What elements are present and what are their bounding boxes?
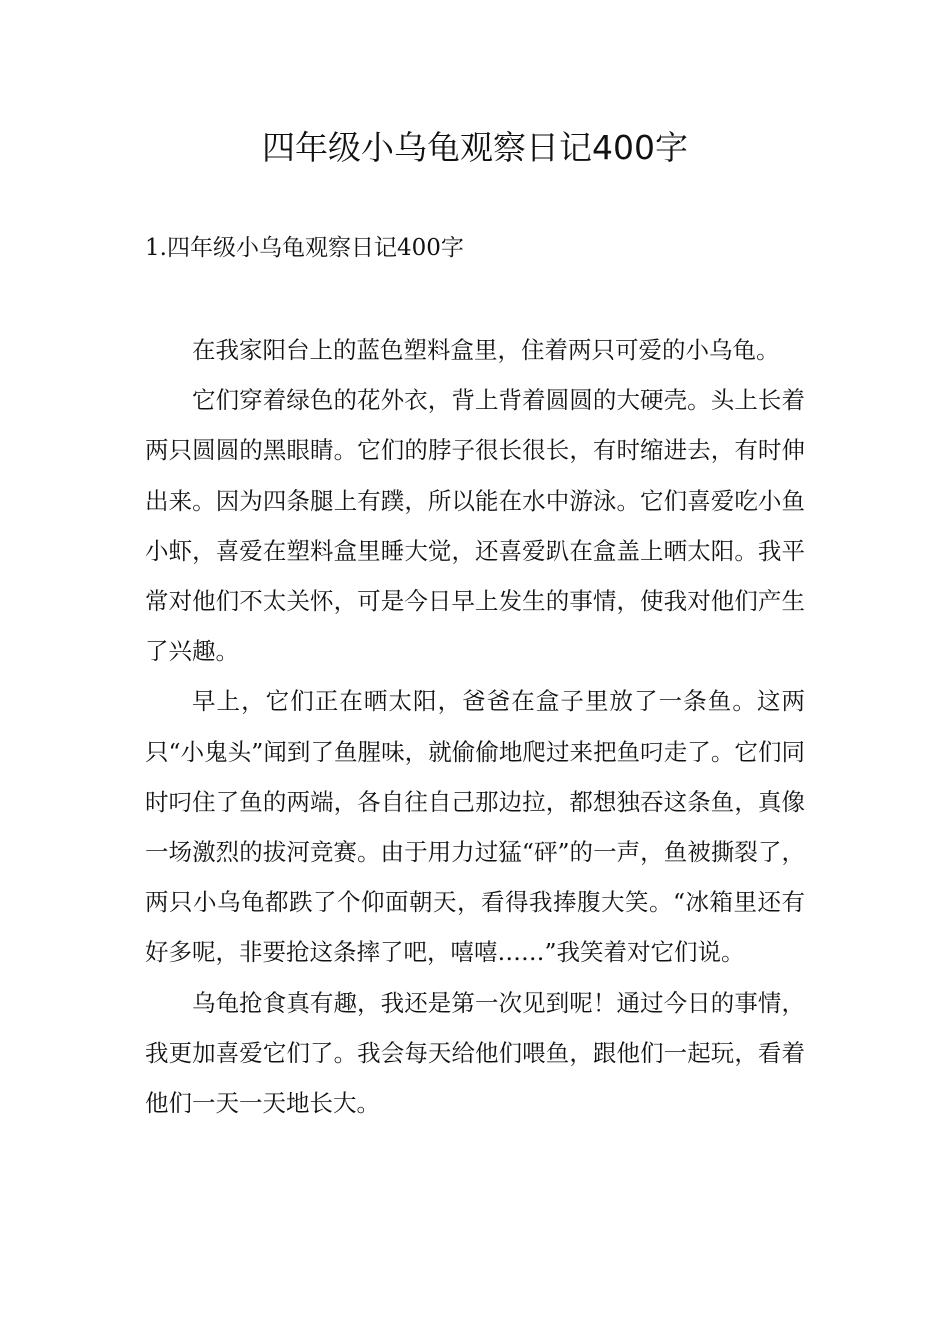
document-title: 四年级小乌龟观察日记400字 xyxy=(262,128,688,167)
paragraph: 在我家阳台上的蓝色塑料盒里，住着两只可爱的小乌龟。 xyxy=(192,336,780,364)
section-heading: 1.四年级小乌龟观察日记400字 xyxy=(145,235,464,261)
document-body xyxy=(145,325,805,1128)
paragraph: 乌龟抢食真有趣，我还是第一次见到呢！通过今日的事情，我更加喜爱它们了。我会每天给他们喂鱼，跟他们一起玩，看着他们一天一天地长大。 xyxy=(145,988,805,1118)
paragraph: 它们穿着绿色的花外衣，背上背着圆圆的大硬壳。头上长着两只圆圆的黑眼睛。它们的脖子很长很长，有时缩进去，有时伸出来。因为四条腿上有蹼，所以能在水中游泳。它们喜爱吃小鱼小虾，喜爱在塑料盒里睡大觉，还喜爱趴在盒盖上晒太阳。我平常对他们不太关怀，可是今日早上发生的事情，使我对他们产生了兴趣。 xyxy=(145,386,805,666)
paragraph: 早上，它们正在晒太阳，爸爸在盒子里放了一条鱼。这两只“小鬼头”闻到了鱼腥味，就偷偷地爬过来把鱼叼走了。它们同时叼住了鱼的两端，各自往自己那边拉，都想独吞这条鱼，真像一场激烈的拔河竞赛。由于用力过猛“砰”的一声，鱼被撕裂了，两只小乌龟都跌了个仰面朝天，看得我捧腹大笑。“冰箱里还有好多呢，非要抢这条摔了吧，嘻嘻……”我笑着对它们说。 xyxy=(145,687,805,967)
